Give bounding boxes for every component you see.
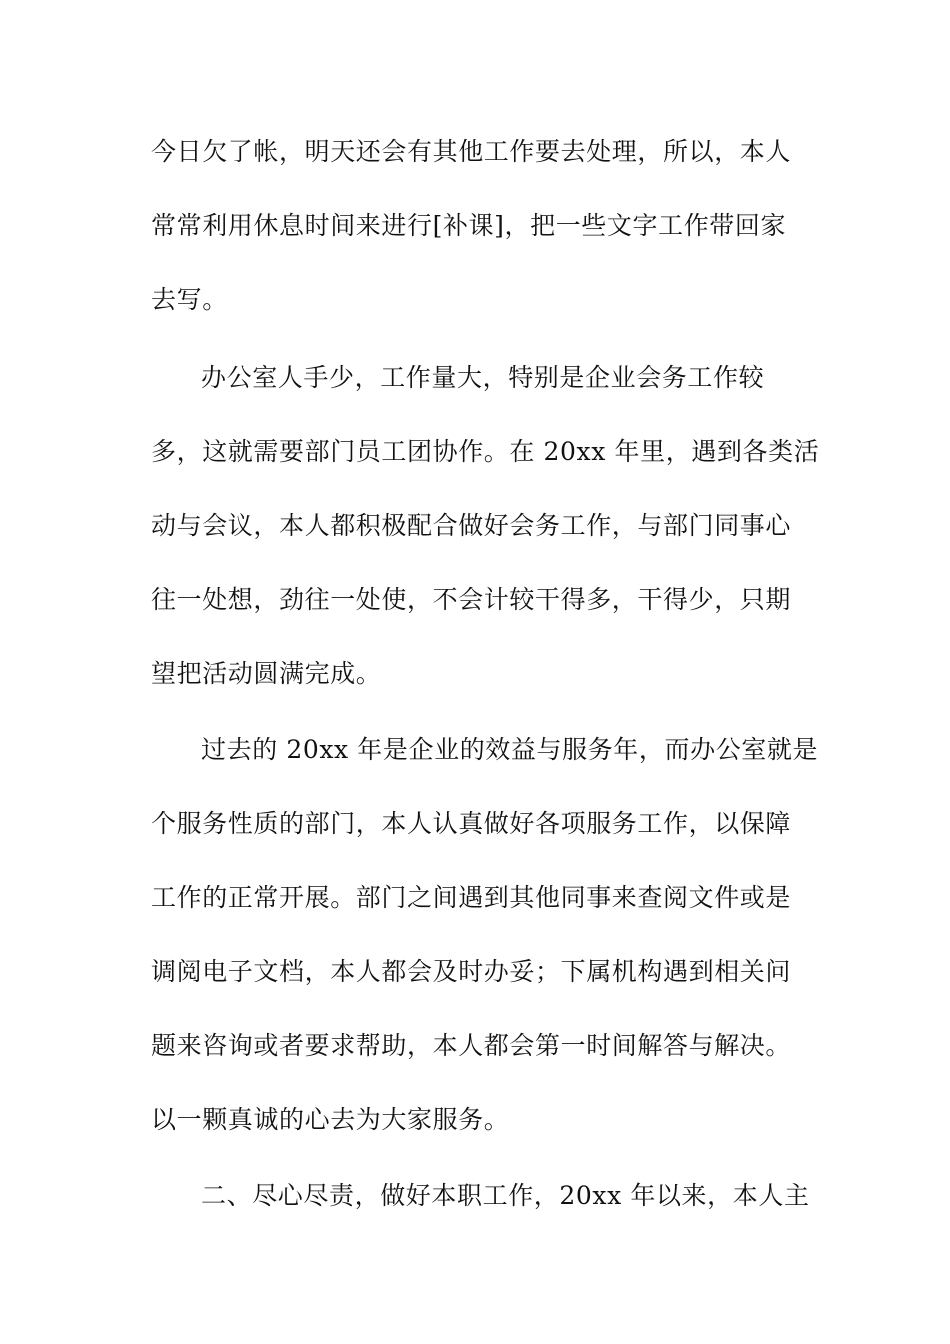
text-line: 动与会议，本人都积极配合做好会务工作，与部门同事心 [151, 511, 792, 540]
text-line: 工作的正常开展。部门之间遇到其他同事来查阅文件或是 [151, 883, 792, 912]
text-line: 个服务性质的部门，本人认真做好各项服务工作，以保障 [151, 809, 792, 838]
text-line: 过去的 20xx 年是企业的效益与服务年，而办公室就是 [201, 735, 819, 764]
text-line: 调阅电子文档，本人都会及时办妥；下属机构遇到相关问 [151, 957, 792, 986]
text-line: 常常利用休息时间来进行[补课]，把一些文字工作带回家 [151, 211, 787, 240]
text-line: 今日欠了帐，明天还会有其他工作要去处理，所以，本人 [151, 137, 792, 166]
text-line: 二、尽心尽责，做好本职工作，20xx 年以来，本人主 [201, 1181, 810, 1210]
text-line: 望把活动圆满完成。 [151, 659, 382, 688]
text-line: 以一颗真诚的心去为大家服务。 [151, 1105, 510, 1134]
text-line: 去写。 [151, 285, 228, 314]
text-line: 办公室人手少，工作量大，特别是企业会务工作较 [201, 363, 765, 392]
text-line: 题来咨询或者要求帮助，本人都会第一时间解答与解决。 [151, 1031, 792, 1060]
text-line: 往一处想，劲往一处使，不会计较干得多，干得少，只期 [151, 585, 792, 614]
text-line: 多，这就需要部门员工团协作。在 20xx 年里，遇到各类活 [151, 437, 820, 466]
